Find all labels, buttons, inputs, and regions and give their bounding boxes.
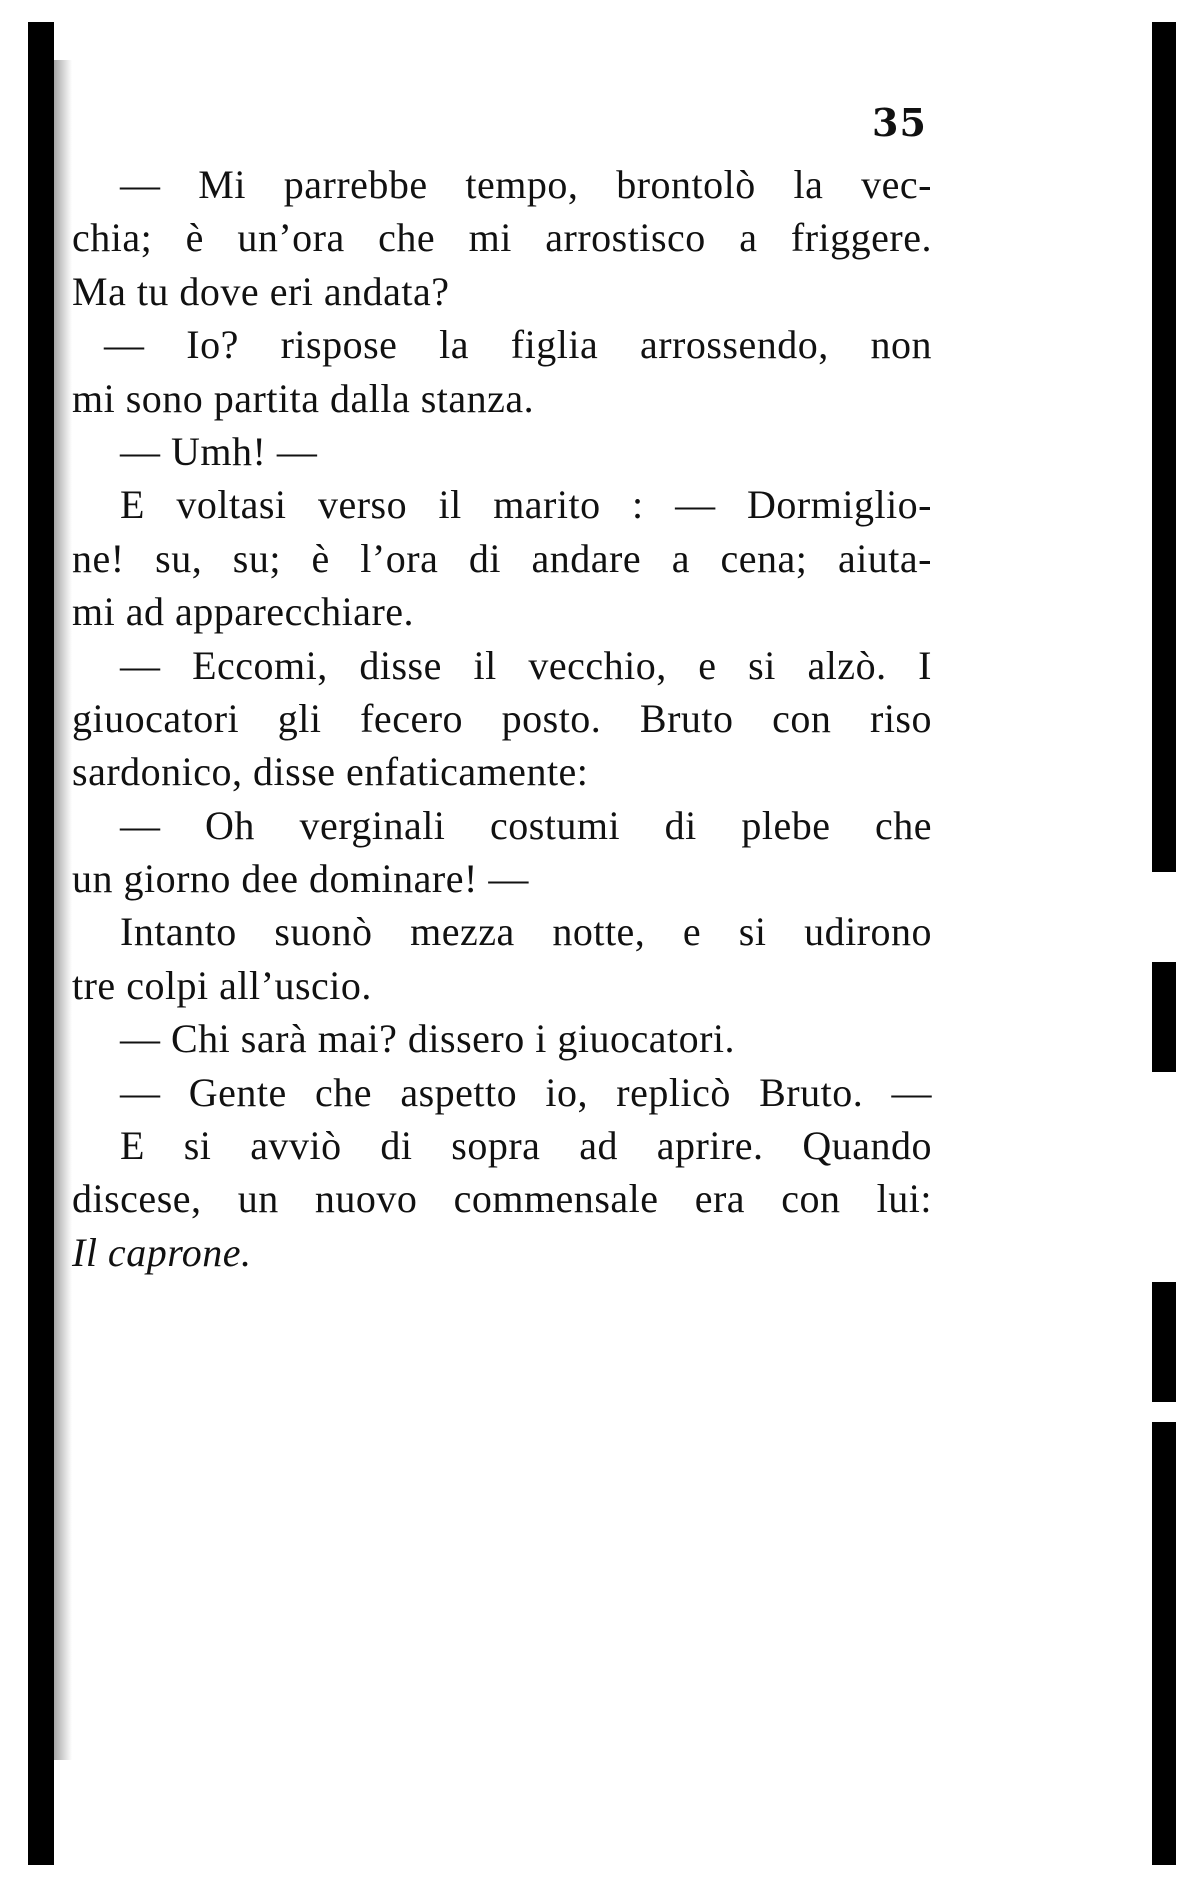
- text-line: E si avviò di sopra ad aprire. Quando: [120, 1123, 932, 1169]
- text-line: discese, un nuovo commensale era con lui:: [72, 1176, 932, 1222]
- text-line: — Gente che aspetto io, replicò Bruto. —: [120, 1069, 932, 1115]
- text-line: giuocatori gli fecero posto. Bruto con riso: [72, 695, 932, 741]
- text-line: mi ad apparecchiare.: [72, 589, 415, 635]
- body-text: [72, 158, 932, 1279]
- scan-edge-left: [28, 22, 54, 1865]
- scan-shadow-left: [54, 60, 72, 1760]
- text-line: — Mi parrebbe tempo, brontolò la vec-: [120, 162, 932, 207]
- text-line: — Io? rispose la figlia arrossendo, non: [104, 322, 932, 368]
- text-line: sardonico, disse enfaticamente:: [72, 749, 589, 795]
- page-number: 35: [872, 100, 927, 145]
- text-line: Il caprone.: [72, 1229, 252, 1275]
- text-line: — Oh verginali costumi di plebe che: [120, 802, 932, 848]
- text-line: Ma tu dove eri andata?: [72, 268, 450, 314]
- text-line: — Eccomi, disse il vecchio, e si alzò. I: [120, 642, 932, 688]
- text-line: ne! su, su; è l’ora di andare a cena; aiuta-: [72, 535, 932, 581]
- text-line: Intanto suonò mezza notte, e si udirono: [120, 909, 932, 955]
- scan-edge-right: [1152, 22, 1176, 1865]
- text-line: chia; è un’ora che mi arrostisco a friggere.: [72, 215, 932, 261]
- text-line: — Umh! —: [120, 428, 318, 474]
- text-line: tre colpi all’uscio.: [72, 962, 372, 1008]
- text-line: — Chi sarà mai? dissero i giuocatori.: [120, 1016, 736, 1062]
- text-line: E voltasi verso il marito : — Dormiglio-: [120, 482, 932, 528]
- text-line: un giorno dee dominare! —: [72, 856, 529, 902]
- text-line: mi sono partita dalla stanza.: [72, 375, 535, 421]
